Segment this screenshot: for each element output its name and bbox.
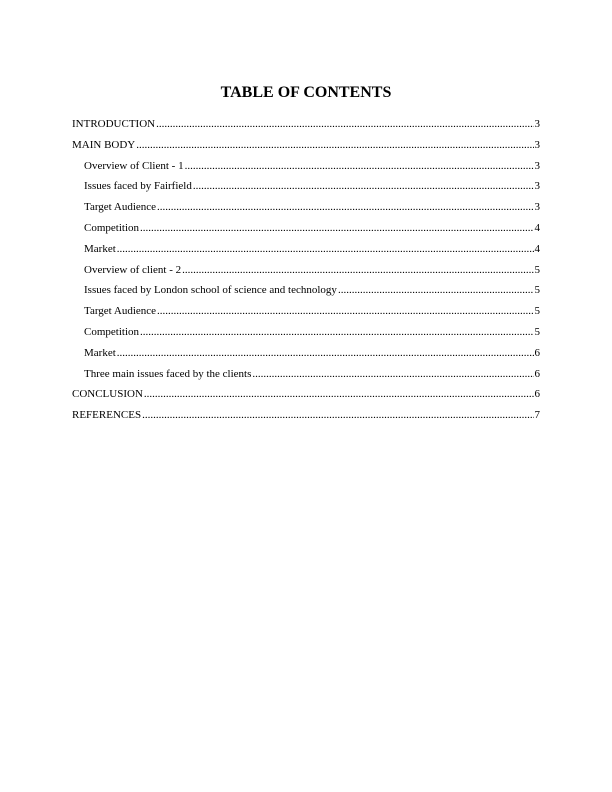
toc-entry-label: Competition: [84, 325, 139, 338]
toc-entry-label: Issues faced by Fairfield: [84, 180, 192, 193]
toc-entry-label: Target Audience: [84, 305, 157, 318]
toc-list: [72, 114, 540, 426]
toc-page-number: 3: [534, 138, 540, 151]
toc-dot-leader: [144, 384, 534, 405]
toc-entry-label: INTRODUCTION: [72, 118, 156, 130]
toc-entry-issues-london-school[interactable]: [72, 280, 540, 301]
toc-entry-target-audience-2[interactable]: [72, 301, 540, 322]
toc-dot-leader: [156, 114, 533, 135]
toc-entry-label: Target Audience: [84, 201, 157, 214]
toc-entry-target-audience-1[interactable]: [72, 197, 540, 218]
toc-dot-leader: [157, 301, 533, 322]
toc-dot-leader: [182, 260, 533, 281]
toc-page-number: 3: [534, 180, 540, 193]
toc-page-number: 4: [534, 221, 540, 234]
toc-entry-competition-2[interactable]: [72, 322, 540, 343]
toc-entry-issues-fairfield[interactable]: [72, 176, 540, 197]
toc-page-number: 6: [534, 388, 540, 401]
toc-entry-label: Three main issues faced by the clients: [84, 367, 252, 380]
toc-dot-leader: [157, 197, 533, 218]
toc-entry-overview-client-1[interactable]: [72, 156, 540, 177]
toc-dot-leader: [142, 405, 533, 426]
toc-title: TABLE OF CONTENTS: [220, 84, 392, 101]
toc-entry-main-body[interactable]: [72, 135, 540, 156]
toc-entry-conclusion[interactable]: [72, 384, 540, 405]
toc-entry-label: REFERENCES: [72, 409, 142, 422]
toc-entry-label: Issues faced by London school of science and technology: [84, 284, 337, 297]
toc-entry-label: Competition: [84, 221, 139, 234]
toc-entry-overview-client-2[interactable]: [72, 260, 540, 281]
toc-entry-references[interactable]: [72, 405, 540, 426]
toc-entry-market-2[interactable]: [72, 343, 540, 364]
toc-dot-leader: [117, 343, 534, 364]
toc-dot-leader: [140, 322, 534, 343]
toc-dot-leader: [338, 280, 534, 301]
toc-dot-leader: [140, 218, 534, 239]
toc-entry-label: Market: [84, 242, 116, 255]
toc-dot-leader: [185, 156, 534, 177]
toc-page-number: 6: [534, 346, 540, 359]
toc-page-number: 3: [534, 118, 540, 130]
toc-page-number: 7: [534, 409, 540, 422]
toc-entry-label: Overview of Client - 1: [84, 159, 184, 172]
toc-entry-three-main-issues[interactable]: [72, 364, 540, 385]
toc-page-number: 5: [534, 325, 540, 338]
toc-dot-leader: [252, 364, 533, 385]
toc-entry-label: Market: [84, 346, 116, 359]
toc-entry-label: Overview of client - 2: [84, 263, 182, 276]
toc-page-number: 6: [534, 367, 540, 380]
toc-entry-competition-1[interactable]: [72, 218, 540, 239]
toc-dot-leader: [136, 135, 533, 156]
toc-page-number: 3: [534, 201, 540, 214]
toc-page-number: 5: [534, 263, 540, 276]
toc-page-number: 5: [534, 284, 540, 297]
toc-page-number: 3: [534, 159, 540, 172]
toc-entry-introduction[interactable]: [72, 114, 540, 135]
toc-page-number: 4: [534, 242, 540, 255]
toc-dot-leader: [117, 239, 534, 260]
toc-entry-market-1[interactable]: [72, 239, 540, 260]
toc-entry-label: MAIN BODY: [72, 138, 136, 151]
toc-page-number: 5: [534, 305, 540, 318]
toc-dot-leader: [193, 176, 534, 197]
toc-entry-label: CONCLUSION: [72, 388, 143, 401]
